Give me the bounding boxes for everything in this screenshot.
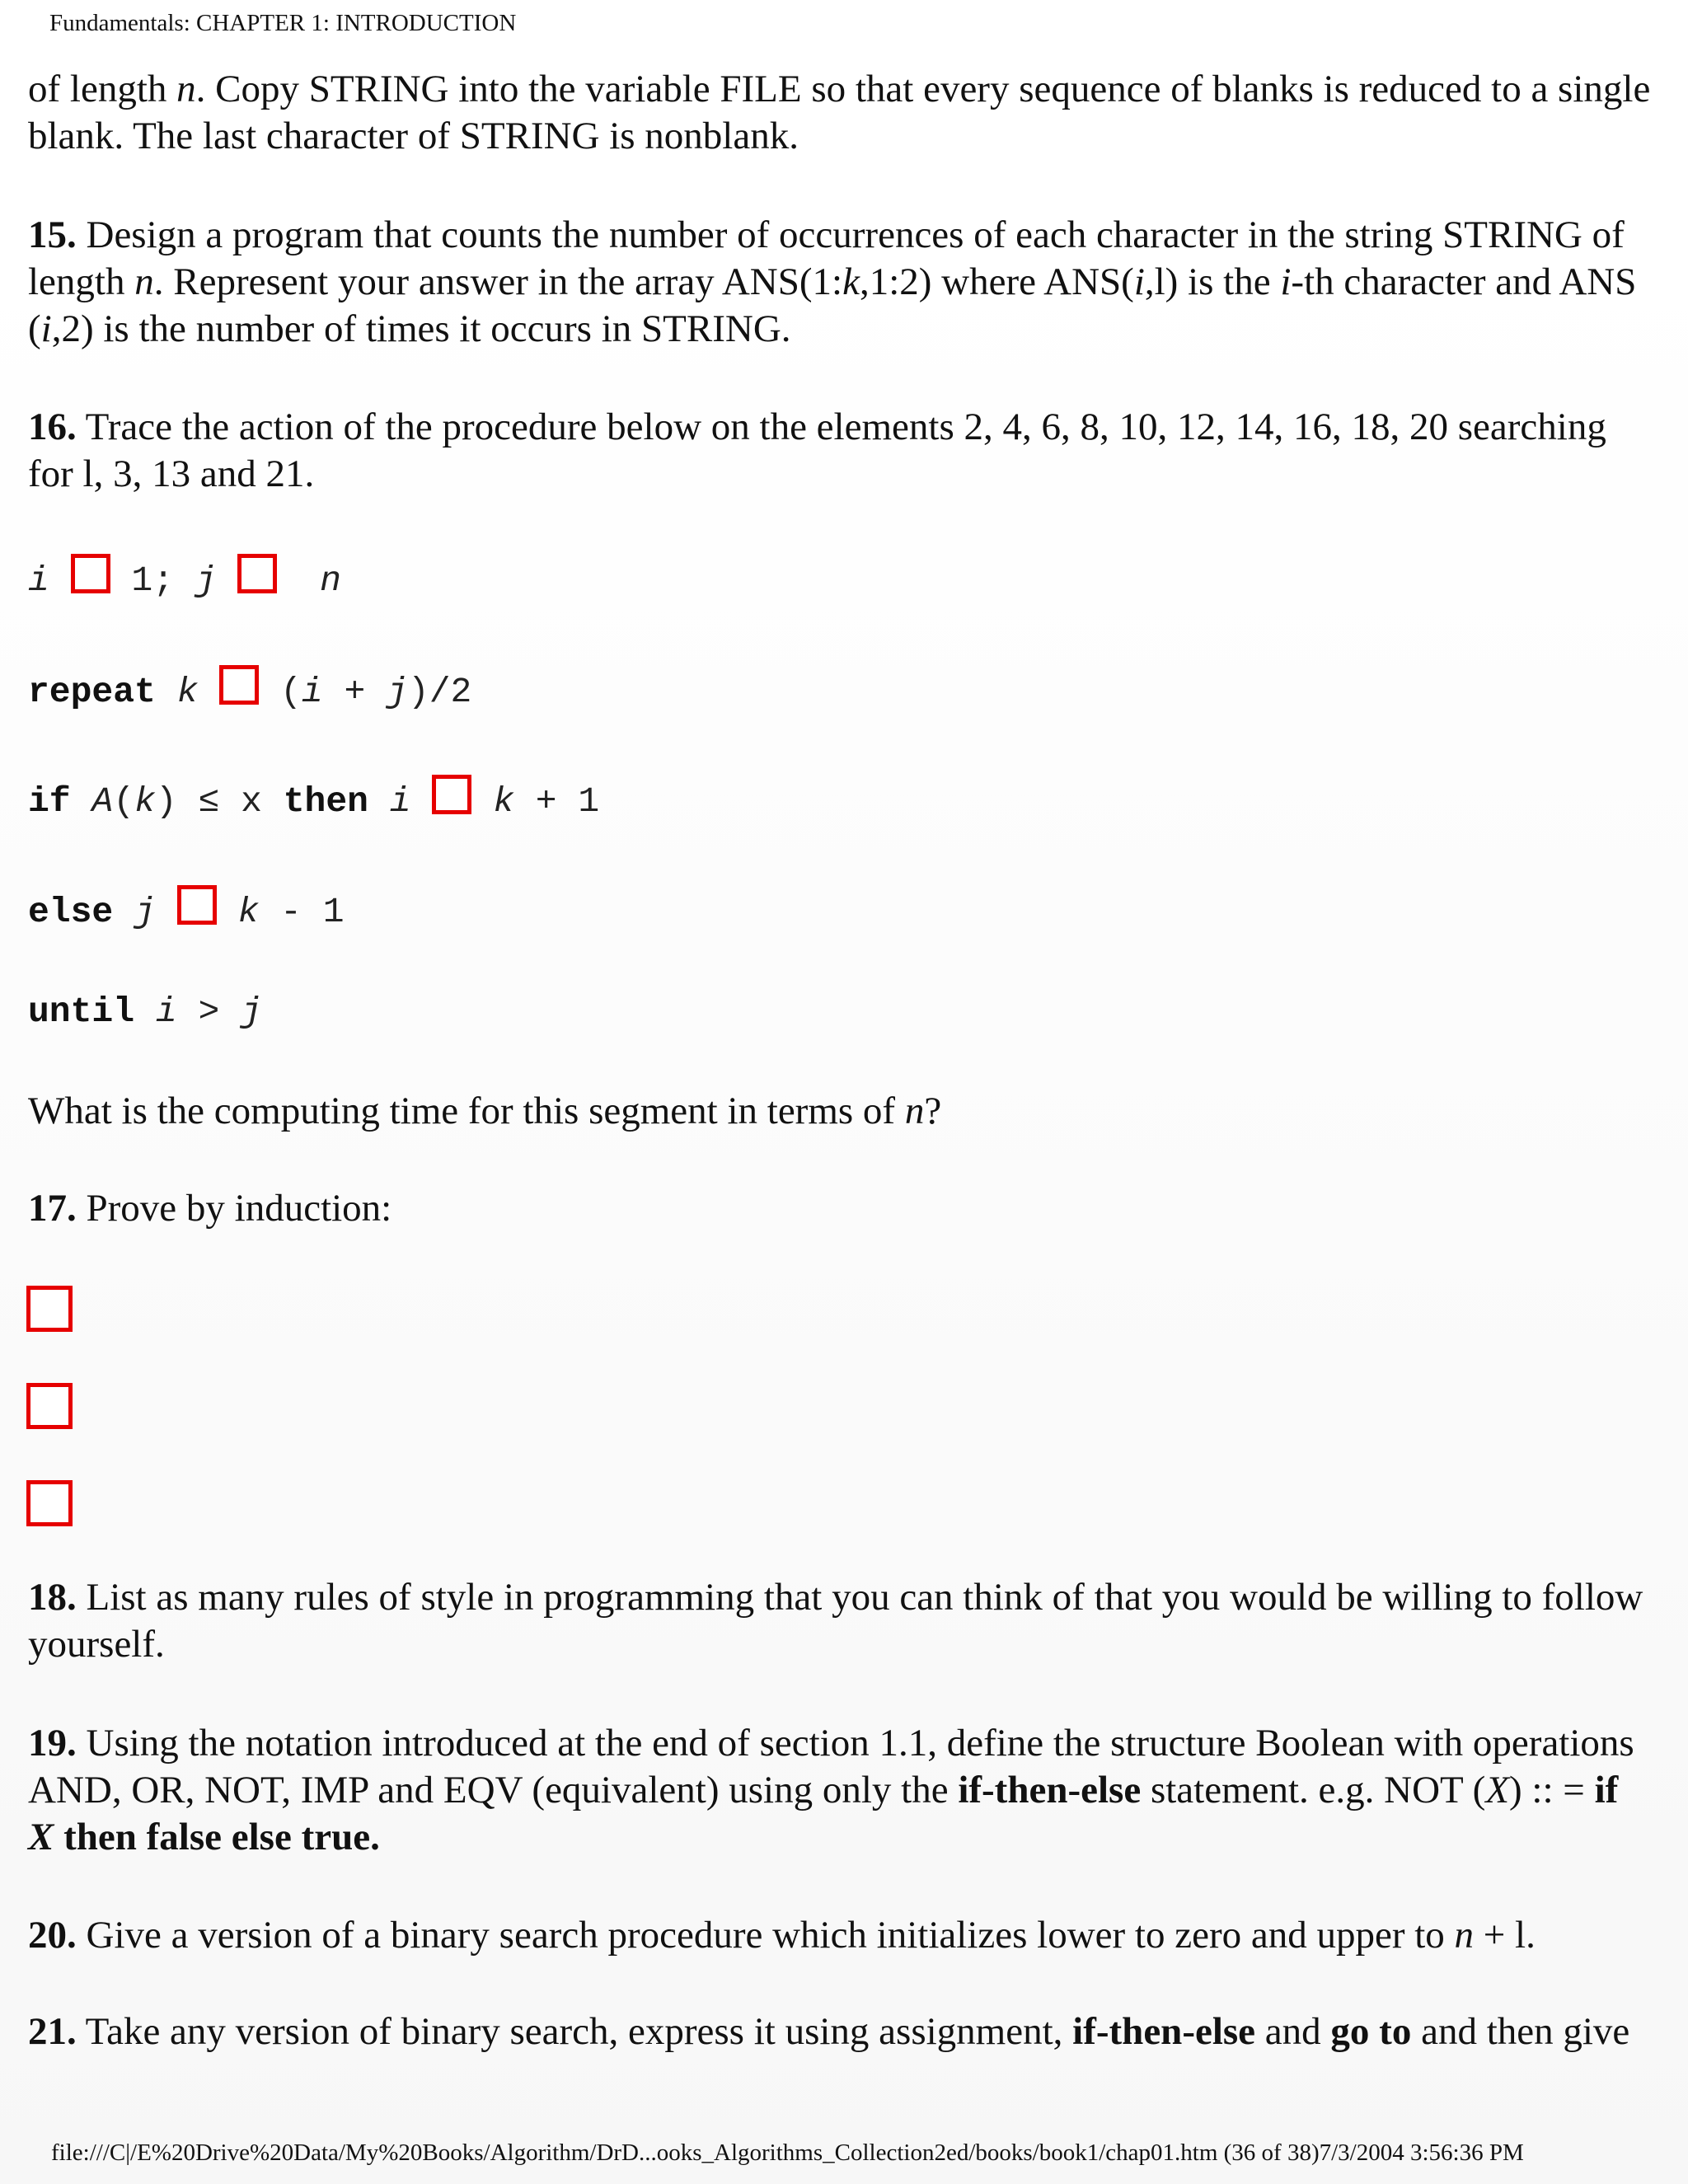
q14-line-1: of length n. Copy STRING into the variable FILE so that every sequence of blanks is reduced to a single (28, 68, 1651, 110)
question-16: 16. Trace the action of the procedure below on the elements 2, 4, 6, 8, 10, 12, 14, 16, 18, 20 searching for l, 3, 13 and 21. (28, 405, 1606, 495)
question-19: 19. Using the notation introduced at the end of section 1.1, define the structure Boolean with operations AND, OR, NOT, IMP and EQV (equivalent) using only the if-then-else statement. e.g. NOT (X) :: = if X then false else true. (28, 1722, 1634, 1858)
question-number: 16. (28, 405, 77, 448)
broken-glyph-box-icon (71, 554, 110, 593)
page-header: Fundamentals: CHAPTER 1: INTRODUCTION (49, 10, 517, 36)
question-number: 20. (28, 1914, 77, 1957)
question-number: 19. (28, 1722, 77, 1765)
broken-glyph-box-icon (26, 1383, 73, 1429)
page-footer-url: file:///C|/E%20Drive%20Data/My%20Books/Algorithm/DrD...ooks_Algorithms_Collection2ed/books/book1/chap01.htm (36 of 38)7/3/2004 3:56:36 PM (51, 2139, 1524, 2166)
question-17: 17. Prove by induction: (28, 1187, 392, 1230)
broken-glyph-box-icon (26, 1286, 73, 1332)
broken-glyph-box-icon (177, 885, 217, 925)
q14-line-2: blank. The last character of STRING is nonblank. (28, 115, 799, 157)
code-line-5: until i > j (28, 991, 262, 1032)
code-line-3: if A(k) ≤ x then i k + 1 (28, 775, 599, 823)
question-18: 18. List as many rules of style in programming that you can think of that you would be willing to follow yourself. (28, 1576, 1643, 1666)
question-number: 17. (28, 1187, 77, 1230)
code-line-2: repeat k (i + j)/2 (28, 665, 471, 713)
q16-follow-up: What is the computing time for this segment in terms of n? (28, 1090, 942, 1132)
question-15: 15. Design a program that counts the number of occurrences of each character in the string STRING of length n. Represent your answer in the array ANS(1:k,1:2) where ANS(i,l) is the i-th character and ANS (i,2) is the number of times it occurs in STRING. (28, 213, 1637, 350)
code-line-1: i 1; j n (28, 554, 341, 602)
q14-continuation (28, 66, 1660, 160)
code-line-4: else j k - 1 (28, 885, 345, 933)
broken-glyph-box-icon (219, 665, 259, 705)
question-20: 20. Give a version of a binary search procedure which initializes lower to zero and upper to n + l. (28, 1914, 1536, 1957)
broken-glyph-box-icon (432, 775, 471, 814)
question-21: 21. Take any version of binary search, express it using assignment, if-then-else and go to and then give (28, 2010, 1630, 2053)
question-number: 21. (28, 2010, 77, 2053)
broken-glyph-box-icon (26, 1480, 73, 1526)
question-number: 18. (28, 1576, 77, 1619)
question-number: 15. (28, 213, 77, 256)
broken-glyph-box-icon (237, 554, 277, 593)
